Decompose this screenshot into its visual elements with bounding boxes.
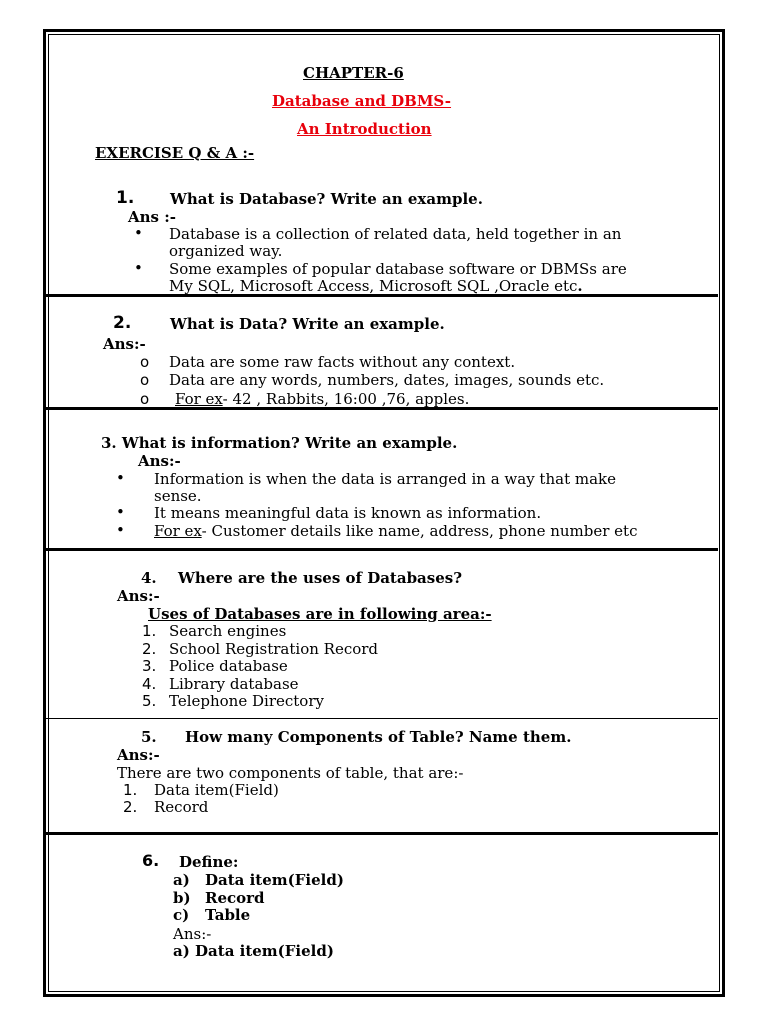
- bullet: •: [116, 469, 125, 487]
- q6-question: Define:: [179, 853, 239, 871]
- q2-answer-label: Ans:-: [103, 335, 146, 353]
- list-letter: a): [173, 871, 190, 889]
- q1-question: What is Database? Write an example.: [170, 190, 483, 208]
- list-letter: b): [173, 889, 191, 907]
- q3-point-1: Information is when the data is arranged in a way that make: [154, 470, 616, 488]
- circle-bullet: o: [140, 390, 150, 408]
- q3-example: For ex- Customer details like name, address, phone number etc: [154, 522, 638, 540]
- list-item: Record: [205, 889, 265, 907]
- circle-bullet: o: [140, 353, 150, 371]
- q2-example: For ex- 42 , Rabbits, 16:00 ,76, apples.: [175, 390, 470, 408]
- list-letter: c): [173, 906, 190, 924]
- exercise-heading: EXERCISE Q & A :-: [95, 144, 255, 162]
- q1-point-1-cont: organized way.: [169, 242, 283, 260]
- q2-point-1: Data are some raw facts without any context.: [169, 353, 516, 371]
- list-item: Record: [154, 798, 209, 816]
- q5-intro: There are two components of table, that are:-: [117, 764, 464, 782]
- q3-answer-label: Ans:-: [138, 452, 181, 470]
- q5-question: How many Components of Table? Name them.: [185, 728, 572, 746]
- q2-number: 2.: [113, 313, 132, 333]
- list-number: 3.: [142, 657, 157, 675]
- list-number: 2.: [123, 798, 138, 816]
- list-number: 5.: [142, 692, 157, 710]
- q6-answer-heading: a) Data item(Field): [173, 942, 334, 960]
- list-item: Data item(Field): [154, 781, 279, 799]
- list-number: 1.: [123, 781, 138, 799]
- q2-point-2: Data are any words, numbers, dates, images, sounds etc.: [169, 371, 605, 389]
- q5-number: 5.: [141, 728, 157, 746]
- list-item: Library database: [169, 675, 299, 693]
- q6-answer-label: Ans:-: [173, 925, 212, 943]
- section-divider: [46, 548, 718, 551]
- section-divider: [46, 832, 718, 835]
- list-number: 2.: [142, 640, 157, 658]
- bullet: •: [116, 521, 125, 539]
- circle-bullet: o: [140, 371, 150, 389]
- document-subtitle: An Introduction: [297, 120, 432, 138]
- list-number: 1.: [142, 622, 157, 640]
- q4-number: 4.: [141, 569, 157, 587]
- list-item: School Registration Record: [169, 640, 379, 658]
- q4-uses-heading: Uses of Databases are in following area:-: [148, 605, 492, 623]
- q2-question: What is Data? Write an example.: [170, 315, 445, 333]
- q1-point-2: Some examples of popular database software or DBMSs are: [169, 260, 627, 278]
- q4-question: Where are the uses of Databases?: [178, 569, 462, 587]
- q1-number: 1.: [116, 188, 135, 208]
- q3-point-2: It means meaningful data is known as information.: [154, 504, 542, 522]
- list-item: Table: [205, 906, 251, 924]
- chapter-heading: CHAPTER-6: [303, 64, 404, 82]
- list-item: Data item(Field): [205, 871, 344, 889]
- list-number: 4.: [142, 675, 157, 693]
- q6-number: 6.: [142, 851, 160, 870]
- q1-answer-label: Ans :-: [128, 208, 176, 226]
- list-item: Police database: [169, 657, 288, 675]
- bullet: •: [116, 503, 125, 521]
- q1-point-2-cont: My SQL, Microsoft Access, Microsoft SQL ,Oracle etc.: [169, 277, 583, 295]
- bullet: •: [134, 259, 143, 277]
- q3-question: 3. What is information? Write an example.: [101, 434, 458, 452]
- list-item: Telephone Directory: [169, 692, 324, 710]
- q3-point-1-cont: sense.: [154, 487, 202, 505]
- q4-answer-label: Ans:-: [117, 587, 160, 605]
- bullet: •: [134, 224, 143, 242]
- q1-point-1: Database is a collection of related data, held together in an: [169, 225, 622, 243]
- document-title: Database and DBMS-: [272, 92, 452, 110]
- section-divider: [46, 718, 718, 719]
- list-item: Search engines: [169, 622, 287, 640]
- q5-answer-label: Ans:-: [117, 746, 160, 764]
